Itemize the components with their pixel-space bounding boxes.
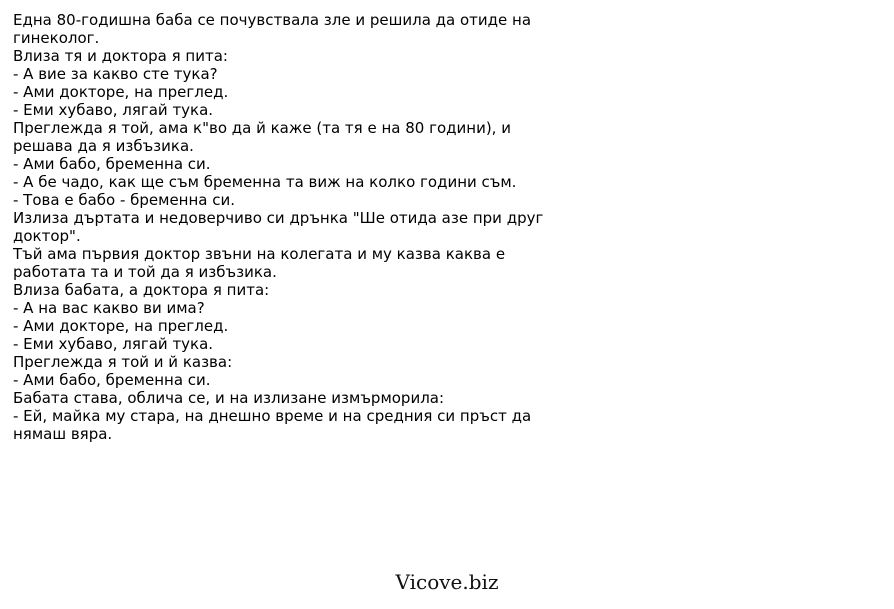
joke-line: Излиза дъртата и недоверчиво си дрънка "Ше отида азе при друг доктор". — [13, 209, 544, 245]
joke-line: Бабата става, облича се, и на излизане измърморила: — [13, 389, 445, 407]
joke-line: - Това е бабо - бременна си. — [13, 191, 236, 209]
joke-line: Тъй ама първия доктор звъни на колегата и му казва каква е работата та и той да я избъзика. — [13, 245, 506, 281]
joke-line: - А на вас какво ви има? — [13, 299, 205, 317]
site-watermark: Vicove.biz — [395, 570, 499, 594]
joke-line: - Ами докторе, на преглед. — [13, 83, 229, 101]
joke-line: - Ами бабо, бременна си. — [13, 371, 211, 389]
joke-line: - А бе чадо, как ще съм бременна та виж на колко години съм. — [13, 173, 517, 191]
joke-line: - А вие за какво сте тука? — [13, 65, 218, 83]
joke-line: - Ей, майка му стара, на днешно време и на средния си пръст да нямаш вяра. — [13, 407, 532, 443]
joke-line: - Ами бабо, бременна си. — [13, 155, 211, 173]
joke-text — [13, 11, 573, 443]
joke-line: - Еми хубаво, лягай тука. — [13, 101, 214, 119]
joke-line: Влиза бабата, а доктора я пита: — [13, 281, 270, 299]
joke-line: - Ами докторе, на преглед. — [13, 317, 229, 335]
joke-line: Влиза тя и доктора я пита: — [13, 47, 228, 65]
joke-line: - Еми хубаво, лягай тука. — [13, 335, 214, 353]
joke-line: Преглежда я той и й казва: — [13, 353, 233, 371]
joke-line: Една 80-годишна баба се почувствала зле и решила да отиде на гинеколог. — [13, 11, 532, 47]
joke-line: Преглежда я той, ама к"во да й каже (та тя е на 80 години), и решава да я избъзика. — [13, 119, 511, 155]
